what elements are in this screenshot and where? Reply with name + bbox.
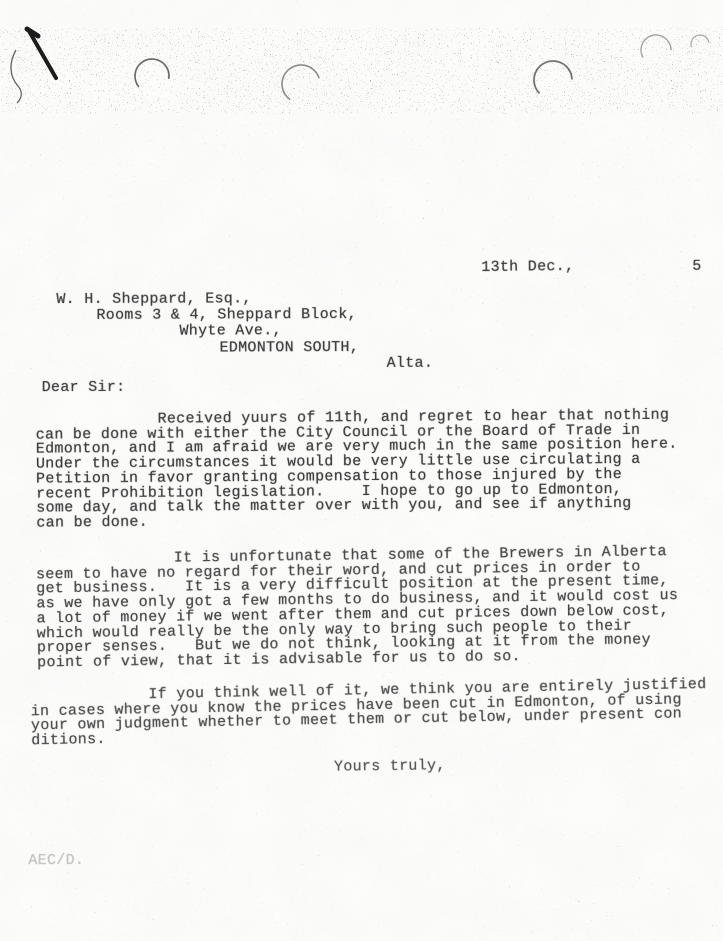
recipient-province-line: Alta. bbox=[386, 354, 434, 372]
salutation: Dear Sir: bbox=[41, 378, 126, 397]
letter-date: 13th Dec., bbox=[481, 257, 575, 276]
recipient-address-line: Rooms 3 & 4, Sheppard Block, bbox=[96, 306, 357, 324]
recipient-name-line: W. H. Sheppard, Esq., bbox=[56, 290, 252, 309]
letter-year-fragment: 5 bbox=[692, 257, 702, 275]
body-paragraph-2: It is unfortunate that some of the Brewers in Alberta seem to have no regard for their word, and cut prices in order to get business. It is a very difficult position at the present time, as we have only got a few months to do business, and it would cost us a lot of money if we went after them and cut prices down below cost, which would really be the only way to bring such people to their proper senses. But we do not think, looking at it from the money point of view, that it is advisable for us to do so. bbox=[35, 543, 679, 672]
recipient-city-line: EDMONTON SOUTH, bbox=[219, 339, 360, 357]
typist-initials: AEC/D. bbox=[28, 851, 85, 870]
body-paragraph-1: Received yuurs of 11th, and regret to hear that nothing can be done with either the City Council or the Board of Trade in Edmonton, and I am afraid we are very much in the same position here. Under the circumstances it would be very little use circulating a Petition in favor granting compensation to those injured by the recent Prohibition legislation. I hope to go up to Edmonton, some day, and talk the matter over with you, and see if anything can be done. bbox=[35, 406, 678, 532]
closing-valediction: Yours truly, bbox=[333, 757, 446, 776]
body-paragraph-3: If you think well of it, we think you are entirely justified in cases where you know the prices have been cut in Edmonton, of using your own judgment whether to meet them or cut below, under present con ditions. bbox=[30, 675, 707, 750]
recipient-street-line: Whyte Ave., bbox=[179, 322, 282, 340]
